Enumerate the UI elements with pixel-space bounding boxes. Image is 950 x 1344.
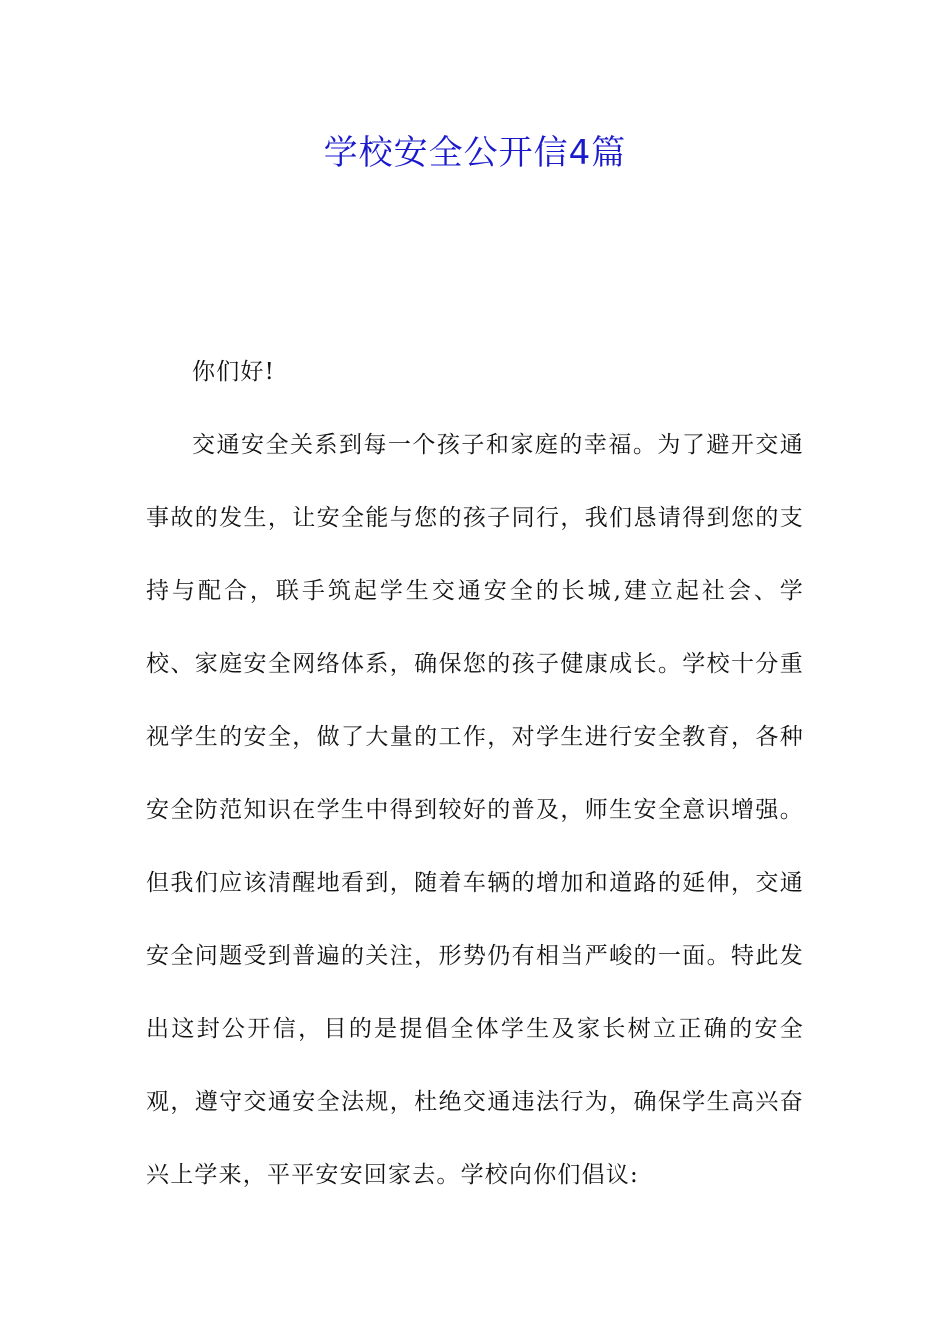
document-body (146, 336, 804, 1212)
paragraph-1: 交通安全关系到每一个孩子和家庭的幸福。为了避开交通事故的发生，让安全能与您的孩子同行，我们恳请得到您的支持与配合，联手筑起学生交通安全的长城,建立起社会、学校、家庭安全网络体系，确保您的孩子健康成长。学校十分重视学生的安全，做了大量的工作，对学生进行安全教育，各种安全防范知识在学生中得到较好的普及，师生安全意识增强。但我们应该清醒地看到，随着车辆的增加和道路的延伸，交通安全问题受到普遍的关注，形势仍有相当严峻的一面。特此发出这封公开信，目的是提倡全体学生及家长树立正确的安全观，遵守交通安全法规，杜绝交通违法行为，确保学生高兴奋兴上学来，平平安安回家去。学校向你们倡议: (146, 432, 804, 1188)
greeting: 你们好! (192, 359, 276, 385)
document-title: 学校安全公开信4篇 (323, 133, 627, 173)
